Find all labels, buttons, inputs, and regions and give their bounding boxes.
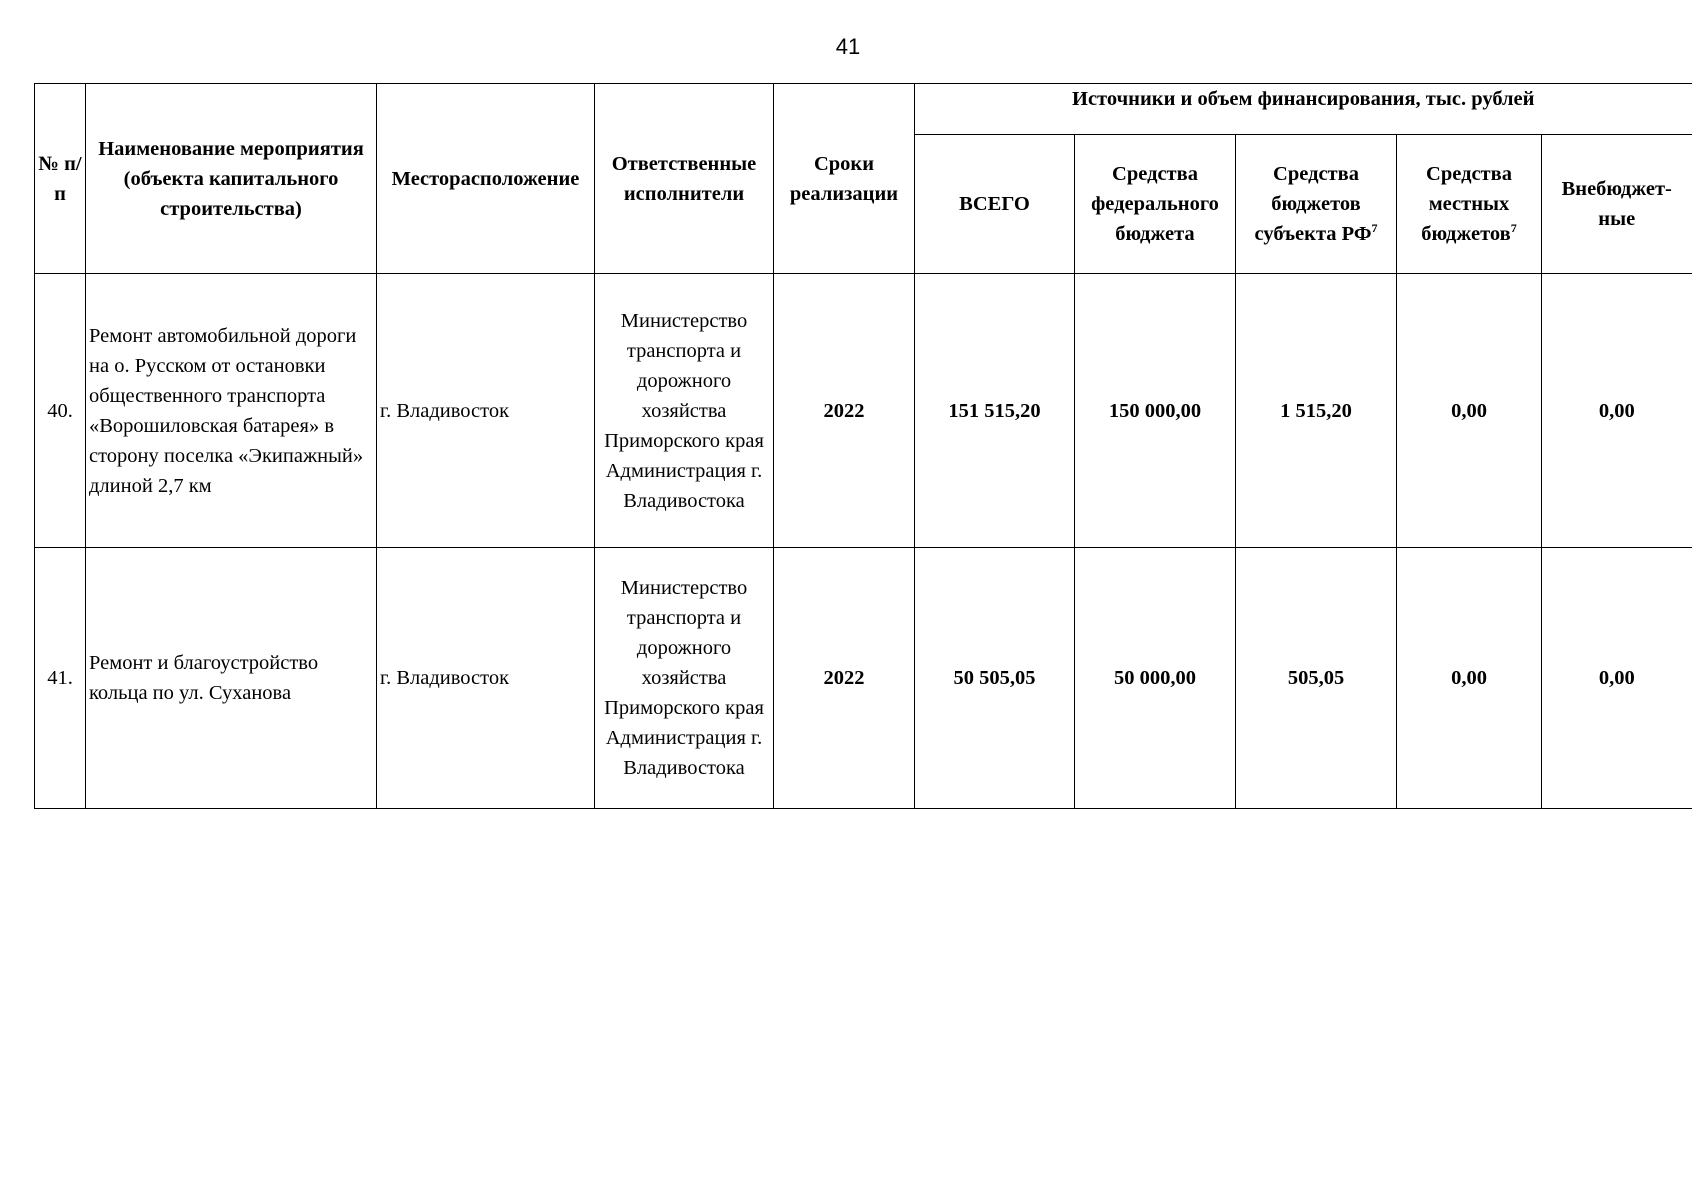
row-total: 50 505,05 [915,548,1075,809]
row-extra: 0,00 [1542,274,1692,548]
header-local [1397,135,1542,274]
row-total: 151 515,20 [915,274,1075,548]
footnote-mark: 7 [1510,221,1517,236]
row-location: г. Владивосток [377,274,595,548]
header-funding-group: Источники и объем финансирования, тыс. рублей [915,84,1692,135]
row-subject: 1 515,20 [1236,274,1397,548]
header-name: Наименование мероприятия (объекта капитального строительства) [86,84,377,274]
header-extra: Внебюджет-ные [1542,135,1692,274]
header-subject-label: Средства бюджетов субъекта РФ [1254,163,1372,245]
header-subject [1236,135,1397,274]
row-federal: 50 000,00 [1075,548,1236,809]
row-local: 0,00 [1397,548,1542,809]
page-number: 41 [835,34,861,59]
row-num: 40. [35,274,86,548]
table-row [35,274,1692,548]
row-name: Ремонт автомобильной дороги на о. Русском от остановки общественного транспорта «Ворошиловская батарея» в сторону поселка «Экипажный» длиной 2,7 км [86,274,377,548]
table-row [35,548,1692,809]
row-num: 41. [35,548,86,809]
row-period: 2022 [774,548,915,809]
header-total: ВСЕГО [915,135,1075,274]
header-responsible: Ответственные исполнители [595,84,774,274]
row-local: 0,00 [1397,274,1542,548]
row-responsible: Министерство транспорта и дорожного хозяйства Приморского края Администрация г. Владивостока [595,548,774,809]
header-federal: Средства федерального бюджета [1075,135,1236,274]
row-extra: 0,00 [1542,548,1692,809]
row-period: 2022 [774,274,915,548]
header-local-label: Средства местных бюджетов [1421,163,1512,245]
row-location: г. Владивосток [377,548,595,809]
row-federal: 150 000,00 [1075,274,1236,548]
header-period: Сроки реализации [774,84,915,274]
footnote-mark: 7 [1371,221,1378,236]
header-row-1 [35,84,1692,135]
header-location: Месторасположение [377,84,595,274]
row-subject: 505,05 [1236,548,1397,809]
row-name: Ремонт и благоустройство кольца по ул. Суханова [86,548,377,809]
financing-table [34,83,1692,809]
header-num: № п/п [35,84,86,274]
row-responsible: Министерство транспорта и дорожного хозяйства Приморского края Администрация г. Владивостока [595,274,774,548]
